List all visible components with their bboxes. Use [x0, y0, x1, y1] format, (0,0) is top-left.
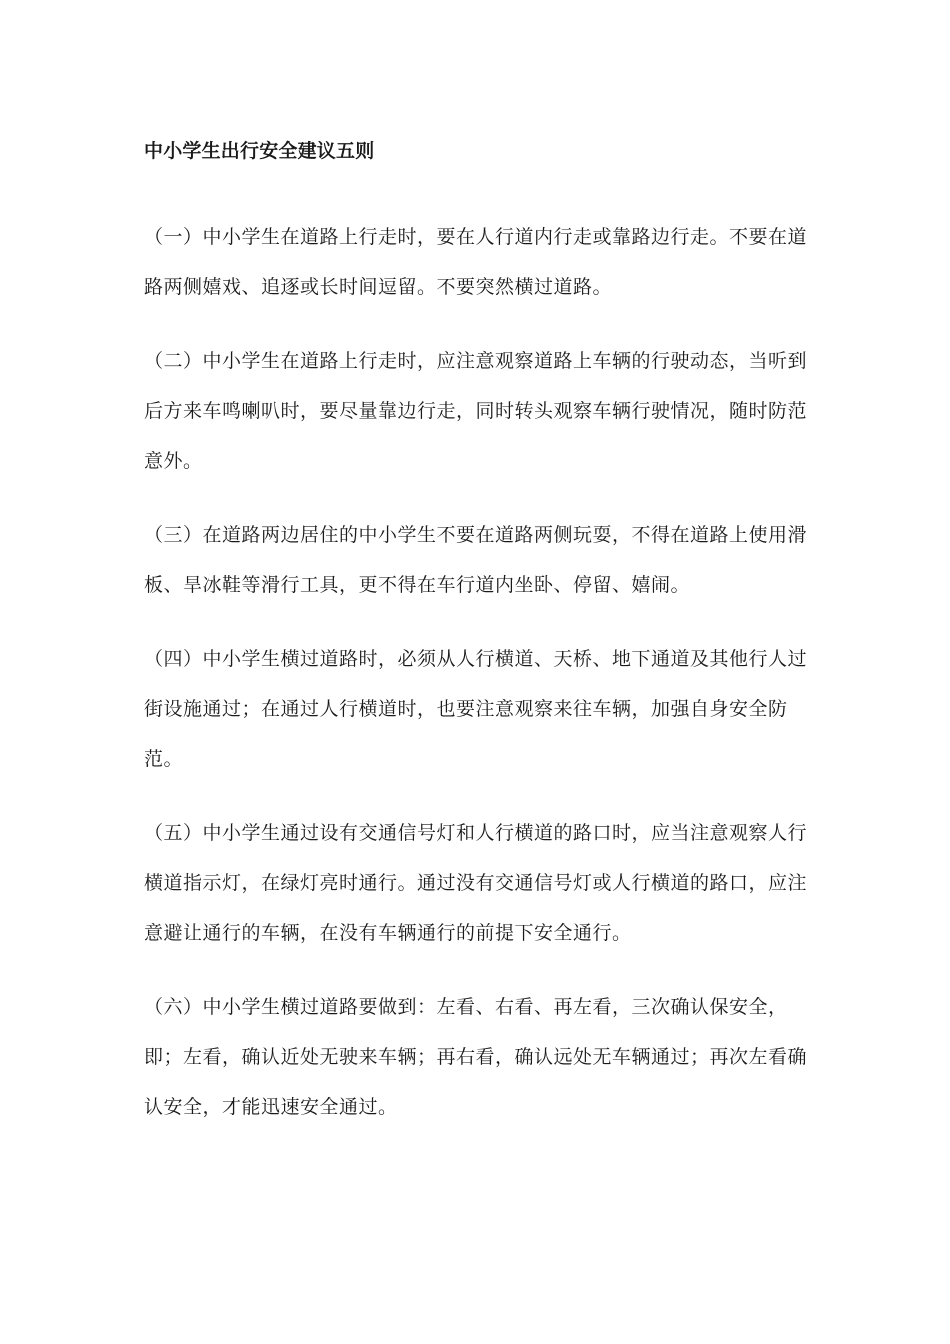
document-title: 中小学生出行安全建议五则 [144, 140, 375, 162]
paragraph-3: （三）在道路两边居住的中小学生不要在道路两侧玩耍，不得在道路上使用滑板、旱冰鞋等滑行工具，更不得在车行道内坐卧、停留、嬉闹。 [144, 524, 808, 596]
paragraph-2: （二）中小学生在道路上行走时，应注意观察道路上车辆的行驶动态，当听到后方来车鸣喇叭时，要尽量靠边行走，同时转头观察车辆行驶情况，随时防范意外。 [144, 350, 808, 472]
paragraph-4: （四）中小学生横过道路时，必须从人行横道、天桥、地下通道及其他行人过街设施通过；在通过人行横道时，也要注意观察来往车辆，加强自身安全防范。 [144, 648, 808, 770]
paragraph-6: （六）中小学生横过道路要做到：左看、右看、再左看，三次确认保安全，即；左看，确认近处无驶来车辆；再右看，确认远处无车辆通过；再次左看确认安全，才能迅速安全通过。 [144, 996, 808, 1118]
paragraph-1: （一）中小学生在道路上行走时，要在人行道内行走或靠路边行走。不要在道路两侧嬉戏、追逐或长时间逗留。不要突然横过道路。 [144, 226, 808, 298]
document-body [144, 133, 810, 1132]
paragraph-5: （五）中小学生通过设有交通信号灯和人行横道的路口时，应当注意观察人行横道指示灯，在绿灯亮时通行。通过没有交通信号灯或人行横道的路口，应注意避让通行的车辆，在没有车辆通行的前提下安全通行。 [144, 822, 808, 944]
